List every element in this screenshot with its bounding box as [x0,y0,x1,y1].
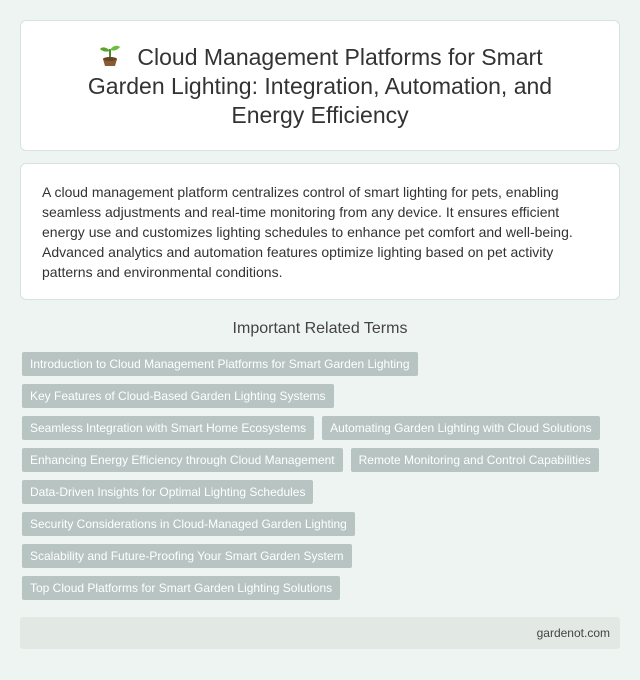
site-name[interactable]: gardenot.com [536,626,610,640]
related-term-tag[interactable]: Automating Garden Lighting with Cloud Solutions [322,416,600,440]
related-term-tag[interactable]: Remote Monitoring and Control Capabilities [351,448,599,472]
related-term-tag[interactable]: Security Considerations in Cloud-Managed Garden Lighting [22,512,355,536]
related-term-tag[interactable]: Scalability and Future-Proofing Your Smart Garden System [22,544,352,568]
related-term-tag[interactable]: Enhancing Energy Efficiency through Cloud Management [22,448,343,472]
related-term-tag[interactable]: Data-Driven Insights for Optimal Lighting Schedules [22,480,313,504]
related-terms-list [20,352,620,608]
related-term-tag[interactable]: Seamless Integration with Smart Home Ecosystems [22,416,314,440]
summary-card [20,163,620,300]
page-title-text: Cloud Management Platforms for Smart Garden Lighting: Integration, Automation, and Energy Efficiency [87,43,553,128]
footer [20,617,620,649]
title-card [20,20,620,151]
sprout-icon [97,42,123,68]
page-title [61,42,579,130]
related-term-tag[interactable]: Key Features of Cloud-Based Garden Lighting Systems [22,384,334,408]
summary-text: A cloud management platform centralizes control of smart lighting for pets, enabling seamless adjustments and real-time monitoring from any device. It ensures efficient energy use and customizes lighting schedules to enhance pet comfort and well-being. Advanced analytics and automation features optimize lighting based on pet activity patterns and environmental conditions. [42,184,573,280]
related-terms-heading: Important Related Terms [232,320,408,337]
related-term-tag[interactable]: Top Cloud Platforms for Smart Garden Lighting Solutions [22,576,340,600]
related-term-tag[interactable]: Introduction to Cloud Management Platforms for Smart Garden Lighting [22,352,418,376]
